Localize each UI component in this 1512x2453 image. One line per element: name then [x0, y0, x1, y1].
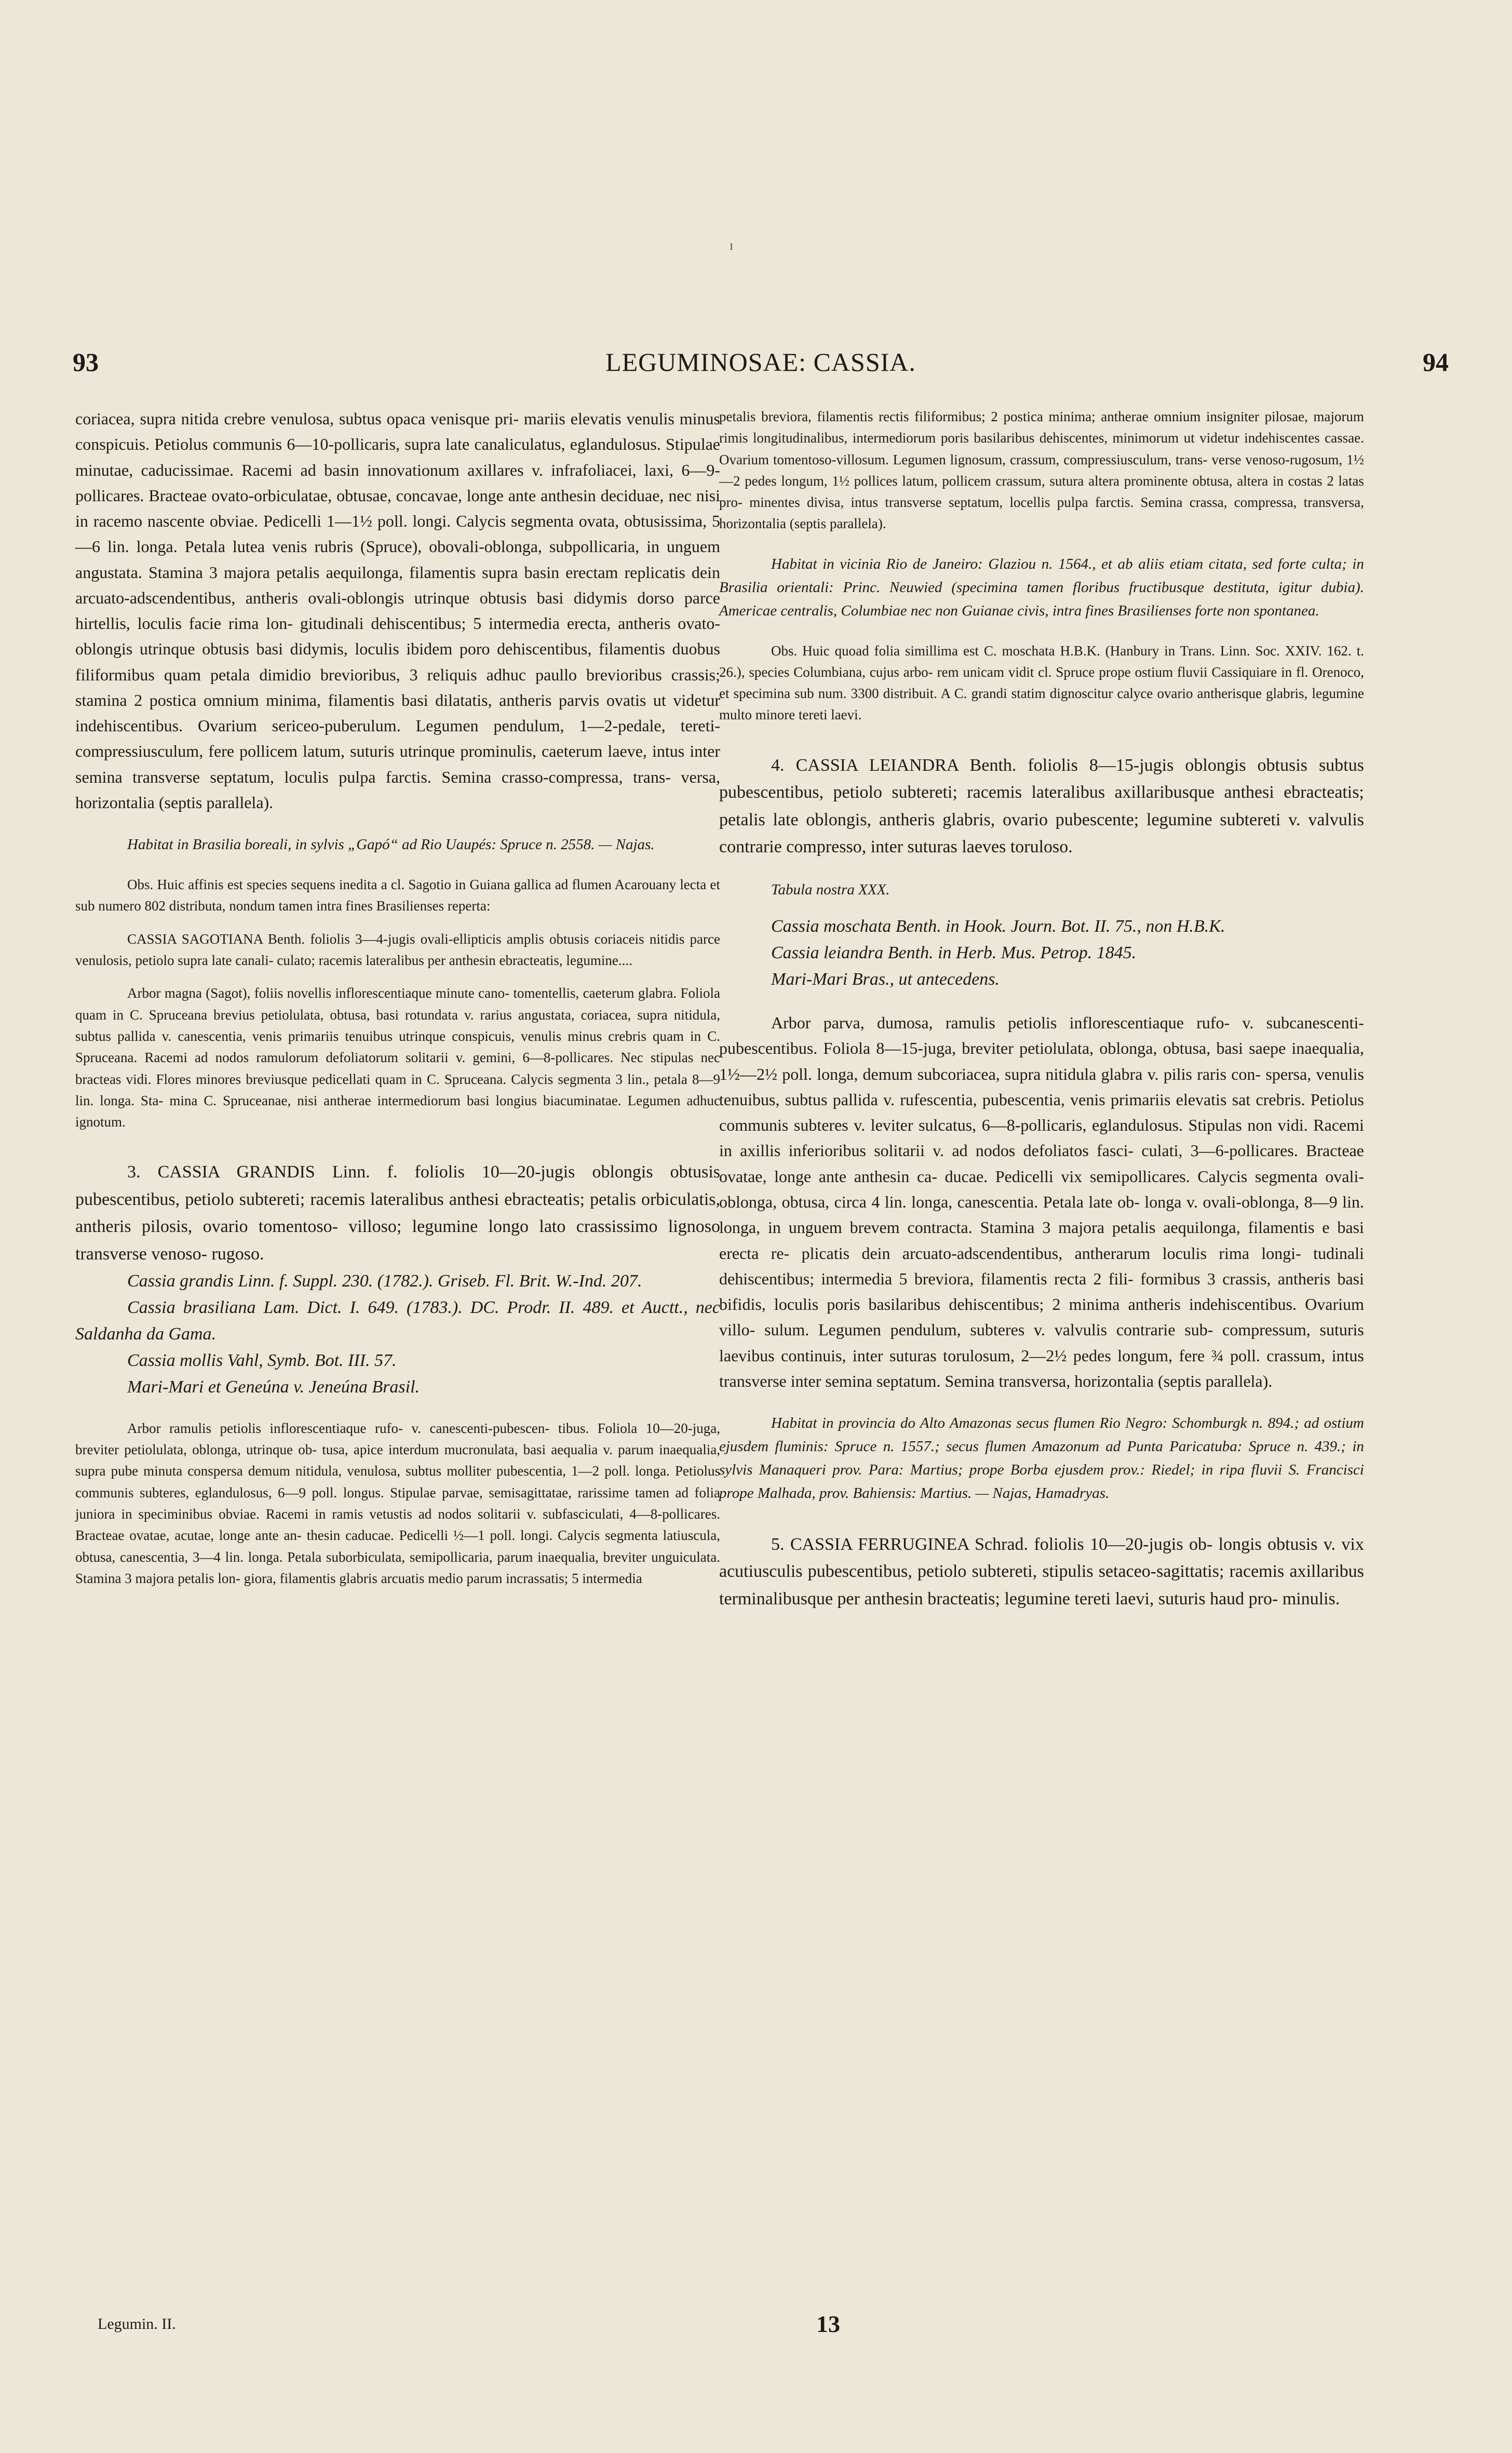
- synonym-line: Cassia brasiliana Lam. Dict. I. 649. (1783.). DC. Prodr. II. 489. et Auctt., nec Saldanha da Gama.: [75, 1297, 720, 1344]
- habitat-note: Habitat in provincia do Alto Amazonas secus flumen Rio Negro: Schomburgk n. 894.; ad ostium ejusdem fluminis: Spruce n. 1557.; secus flumen Amazonum ad Punta Paricatuba: Spruce n. 439.; in sylvis Manaqueri prov. Para: Martius; prope Borba ejusdem prov.: Riedel; in ripa fluvii S. Francisci prope Malhada, prov. Bahiensis: Martius. — Najas, Hamadryas.: [719, 1415, 1364, 1502]
- description-paragraph: coriacea, supra nitida crebre venulosa, subtus opaca venisque pri- mariis elevatis venulis minus conspicuis. Petiolus communis 6—10-pollicaris, supra late canaliculatus, eglandulosus. Stipulae minutae, caducissimae. Racemi ad basin innovationum axillares v. infrafoliacei, laxi, 6—9-pollicares. Bracteae ovato-orbiculatae, obtusae, concavae, longe ante anthesin deciduae, nec nisi in racemo nascente obviae. Pedicelli 1—1½ poll. longi. Calycis segmenta ovata, obtusissima, 5—6 lin. longa. Petala lutea venis rubris (Spruce), obovali-oblonga, subpollicaria, in unguem angustata. Stamina 3 majora petalis aequilonga, filamentis supra basin erectam replicatis dein arcuato-adscendentibus, antheris ovali-oblongis utrinque obtusis basi didymis dorso parce hirtellis, loculis facie rima lon- gitudinali dehiscentibus; 5 intermedia erecta, antheris ovato-oblongis utrinque obtusis basi didymis, loculis ibidem poro dehiscentibus, filamentis duobus filiformibus quam petala dimidio brevioribus, 3 reliquis adhuc paullo brevioribus crassis; stamina 2 postica omnium minima, filamentis basi dilatatis, antheris parvis ovatis ut videtur indehiscentibus. Ovarium sericeo-puberulum. Legumen pendulum, 1—2-pedale, tereti-compressiusculum, fere pollicem latum, suturis utrinque prominulis, caeterum laeve, intus inter semina transverse septatum, loculis pulpa farctis. Semina crasso-compressa, trans- versa, horizontalia (septis parallela).: [75, 409, 720, 812]
- species-heading: 3. CASSIA GRANDIS Linn. f. foliolis 10—20-jugis oblongis obtusis pubescentibus, petiolo subtereti; racemis lateralibus anthesi ebracteatis; petalis orbiculatis, antheris pilosis, ovario tomentoso- villoso; legumine longo lato crassissimo lignoso transverse venoso- rugoso.: [75, 1162, 720, 1264]
- plate-reference: Tabula nostra XXX.: [771, 881, 890, 899]
- description-paragraph: petalis breviora, filamentis rectis filiformibus; 2 postica minima; antherae omnium insigniter pilosae, majorum rimis longitudinalibus, intermediorum poris basilaribus dehiscentes, minimorum ut videtur indehiscentes cassae. Ovarium tomentoso-villosum. Legumen lignosum, crassum, compressiusculum, trans- verse venoso-rugosum, 1½—2 pedes longum, 1½ pollices latum, pollicem crassum, sutura altera prominente obtusa, altera in costas 2 latas pro- minentes divisa, intus transverse septatum, locellis pulpa farctis. Semina crassa, compressa, transversa, horizontalia (septis parallela).: [719, 409, 1364, 532]
- page-header: [73, 347, 1449, 388]
- synonym-line: Cassia mollis Vahl, Symb. Bot. III. 57.: [127, 1350, 397, 1370]
- running-head: LEGUMINOSAE: CASSIA.: [605, 347, 916, 377]
- habitat-note: Habitat in vicinia Rio de Janeiro: Glaziou n. 1564., et ab aliis etiam citata, sed forte culta; in Brasilia orientali: Princ. Neuwied (specimina tamen floribus fructibusque destituta, igitur dubia). Americae centralis, Columbiae nec non Guianae civis, intra fines Brasilienses forte non spontanea.: [719, 555, 1364, 619]
- page-number-left: 93: [73, 347, 99, 377]
- page-mark: ɪ: [730, 238, 734, 253]
- sheet-number: 13: [816, 2311, 840, 2337]
- habitat-note: Habitat in Brasilia boreali, in sylvis „Gapó“ ad Rio Uaupés: Spruce n. 2558. — Najas.: [127, 836, 655, 853]
- observation-note: Obs. Huic quoad folia simillima est C. moschata H.B.K. (Hanbury in Trans. Linn. Soc. XXIV. 162. t. 26.), species Columbiana, cujus arbo- rem unicam vidit cl. Spruce prope ostium fluvii Cassiquiare in fl. Orenoco, et specimina sub num. 3300 distribuit. A C. grandi statim dignoscitur calyce ovario antherisque glabris, legumine multo minore tereti laevi.: [719, 642, 1364, 723]
- species-description: Arbor magna (Sagot), foliis novellis inflorescentiaque minute cano- tomentellis, caeterum glabra. Foliola quam in C. Spruceana brevius petiolulata, obtusa, basi rotundata v. rarius angustata, coriacea, supra nitidula, subtus pallida v. canescentia, venis primariis tenuibus utrinque conspicuis, venulis minus crebris quam in C. Spruceana. Racemi ad nodos ramulorum defoliatorum solitarii v. gemini, 6—8-pollicares. Nec stipulas nec bracteas vidi. Flores minores breviusque pedicellati quam in C. Spruceana. Calycis segmenta 3 lin., petala 8—9 lin. longa. Sta- mina C. Spruceanae, nisi antherae intermediorum basi longius biacuminatae. Legumen adhuc ignotum.: [75, 985, 720, 1130]
- signature-mark: Legumin. II.: [98, 2315, 176, 2333]
- right-column: [719, 406, 1364, 1613]
- page-number-right: 94: [1423, 347, 1449, 377]
- species-description: Arbor parva, dumosa, ramulis petiolis inflorescentiaque rufo- v. subcanescenti-pubescentibus. Foliola 8—15-juga, breviter petiolulata, oblonga, obtusa, basi saepe inaequalia, 1½—2½ poll. longa, demum subcoriacea, supra nitidula glabra v. pilis raris con- spersa, venulis tenuibus, subtus pallida v. rufescentia, pubescentia, venis primariis elevatis sat crebris. Petiolus communis subteres v. leviter sulcatus, 6—8-pollicaris, eglandulosus. Stipulas non vidi. Racemi in axillis inferioribus solitarii v. ad nodos defoliatos fasci- culati, 3—6-pollicares. Bracteae ovatae, longe ante anthesin ca- ducae. Pedicelli vix semipollicares. Calycis segmenta ovali- oblonga, obtusa, circa 4 lin. longa, canescentia. Petala late ob- longa v. ovali-oblonga, 8—9 lin. longa, in unguem brevem contracta. Stamina 3 majora petalis aequilonga, filamentis e basi erecta re- plicatis dein arcuato-adscendentibus, antherarum loculis rima longi- tudinali dehiscentibus; intermedia 5 breviora, filamentis recta 2 fili- formibus 3 crassis, antheris basi bifidis, loculis poris basilaribus dehiscentibus; 2 minima antheris indehiscentibus. Ovarium villo- sulum. Legumen pendulum, subteres v. valvulis contrarie sub- compressum, suturis laevibus continuis, inter suturas torulosum, 2—2½ pedes longum, fere ¾ poll. crassum, intus transverse inter semina septatum. Semina transversa, horizontalia (septis parallela).: [719, 1013, 1364, 1390]
- species-heading: 4. CASSIA LEIANDRA Benth. foliolis 8—15-jugis oblongis obtusis subtus pubescentibus, petiolo subtereti; racemis lateralibus axillaribusque anthesi ebracteatis; petalis late oblongis, antheris glabris, ovario pubescente; legumine subtereti v. valvulis contrarie compresso, inter suturas laeves toruloso.: [719, 755, 1364, 856]
- left-column: [75, 406, 720, 1589]
- species-description: Arbor ramulis petiolis inflorescentiaque rufo- v. canescenti-pubescen- tibus. Foliola 10—20-juga, breviter petiolulata, oblonga, utrinque ob- tusa, apice interdum mucronulata, basi aequalia v. parum inaequalia, supra pube minuta conspersa demum nitidula, venulosa, subtus molliter pubescentia, 1—2 poll. longa. Petiolus communis subteres, eglandulosus, 6—9 poll. longus. Stipulae parvae, semisagittatae, rarissime tamen ad folia juniora in speciminibus obviae. Racemi in ramis vetustis ad nodos solitarii v. subfasciculati, 4—8-pollicares. Bracteae ovatae, acutae, longe ante an- thesin caducae. Pedicelli ½—1 poll. longi. Calycis segmenta latiuscula, obtusa, canescentia, 3—4 lin. longa. Petala suborbiculata, semipollicaria, parum inaequalia, breviter unguiculata. Stamina 3 majora petalis lon- giora, filamentis glabris arcuatis medio parum incrassatis; 5 intermedia: [75, 1420, 720, 1586]
- species-heading: CASSIA SAGOTIANA Benth. foliolis 3—4-jugis ovali-ellipticis amplis obtusis coriaceis nitidis parce venulosis, petiolo supra late canali- culato; racemis lateralibus per anthesin ebracteatis, legumine....: [75, 931, 720, 969]
- synonym-line: Cassia moschata Benth. in Hook. Journ. Bot. II. 75., non H.B.K.: [771, 917, 1225, 936]
- species-heading: 5. CASSIA FERRUGINEA Schrad. foliolis 10—20-jugis ob- longis obtusis v. vix acutiusculis pubescentibus, petiolo subtereti, stipulis setaceo-sagittatis; racemis axillaribus terminalibusque per anthesin bracteatis; legumine tereti laevi, suturis haud pro- minulis.: [719, 1534, 1364, 1608]
- vernacular-names: Mari-Mari Bras., ut antecedens.: [771, 970, 1000, 989]
- synonym-line: Cassia leiandra Benth. in Herb. Mus. Petrop. 1845.: [771, 943, 1137, 963]
- vernacular-names: Mari-Mari et Geneúna v. Jeneúna Brasil.: [127, 1377, 420, 1397]
- synonym-line: Cassia grandis Linn. f. Suppl. 230. (1782.). Griseb. Fl. Brit. W.-Ind. 207.: [127, 1271, 642, 1291]
- observation-note: Obs. Huic affinis est species sequens inedita a cl. Sagotio in Guiana gallica ad flumen Acarouany lecta et sub numero 802 distributa, nondum tamen intra fines Brasilienses reperta:: [75, 877, 720, 914]
